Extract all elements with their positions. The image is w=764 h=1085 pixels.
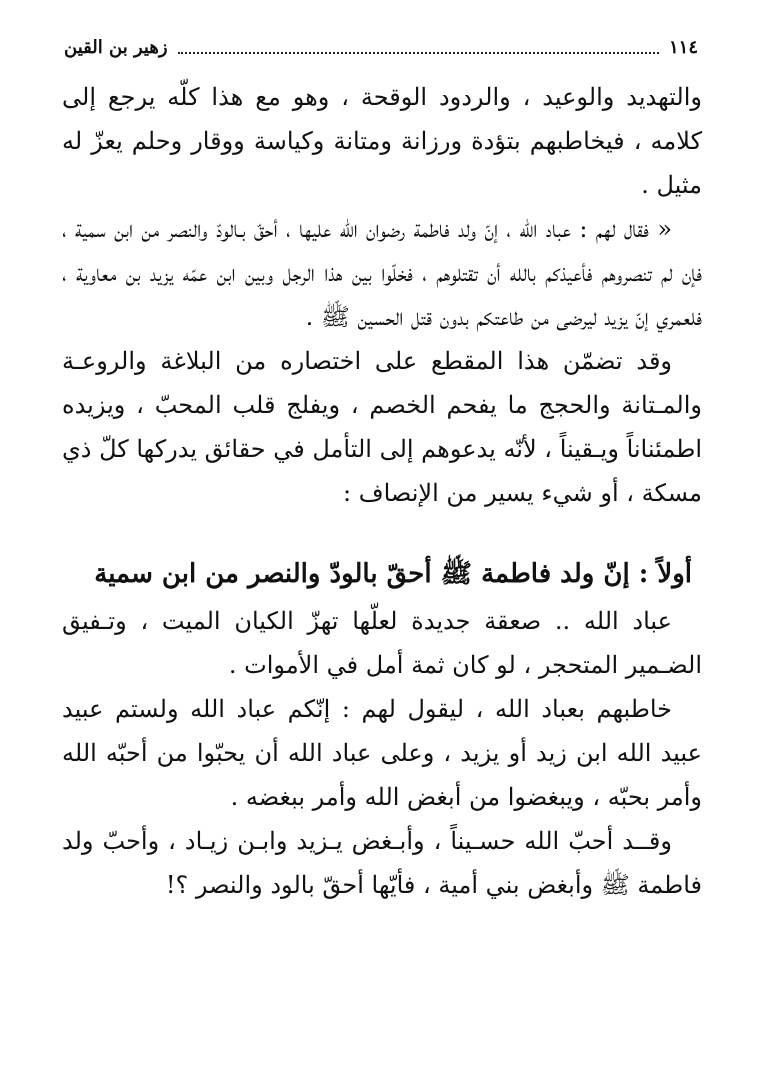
running-title: زهير بن القين xyxy=(64,36,168,58)
paragraph: والتهديد والوعيد ، والردود الوقحة ، وهو مع هذا كلّه يرجع إلى كلامه ، فيخاطبهم بتؤدة ورزانة ومتانة وكياسة ووقار وحلم يعزّ له مثيل . xyxy=(62,83,702,199)
header-dotted-leader xyxy=(178,40,659,54)
paragraph: عباد الله .. صعقة جديدة لعلّها تهزّ الكيان الميت ، وتـفيق الضـمير المتحجر ، لو كان ثمة أمل في الأموات . xyxy=(62,607,702,679)
paragraph: « فقال لهم : عباد الله ، إنّ ولد فاطمة رضوان الله عليها ، أحقّ بـالودّ والنصر من ابن سمية ، فإن لم تنصروهم فأعيذكم بالله أن تقتلوهم ، فخلّوا بين هذا الرجل وبين ابن عمّه يزيد بن معاوية ، فلعمري إنّ يزيد ليرضى من طاعتكم بدون قتل الحسين ﷺ . xyxy=(62,215,702,331)
paragraph: وقد تضمّن هذا المقطع على اختصاره من البلاغة والروعـة والمـتانة والحجج ما يفحم الخصم ، ويفلج قلب المحبّ ، ويزيده اطمئناناً ويـقيناً ، لأنّه يدعوهم إلى التأمل في حقائق يدركها كلّ ذي مسكة ، أو شيء يسير من الإنصاف : xyxy=(62,347,702,507)
page-number: ١١٤ xyxy=(668,36,698,58)
page-body xyxy=(62,75,702,907)
paragraph: وقــد أحبّ الله حسـيناً ، وأبـغض يـزيد وابـن زيـاد ، وأحبّ ولد فاطمة ﷺ وأبغض بني أمية ، فأيّها أحقّ بالود والنصر ؟! xyxy=(62,827,702,899)
section-heading: أولاً : إنّ ولد فاطمة ﷺ أحقّ بالودّ والنصر من ابن سمية xyxy=(94,559,692,589)
paragraph: خاطبهم بعباد الله ، ليقول لهم : إنّكم عباد الله ولستم عبيد عبيد الله ابن زيد أو يزيد ، وعلى عباد الله أن يحبّوا من أحبّه الله وأمر بحبّه ، ويبغضوا من أبغض الله وأمر ببغضه . xyxy=(62,695,702,811)
page-header xyxy=(64,32,698,62)
